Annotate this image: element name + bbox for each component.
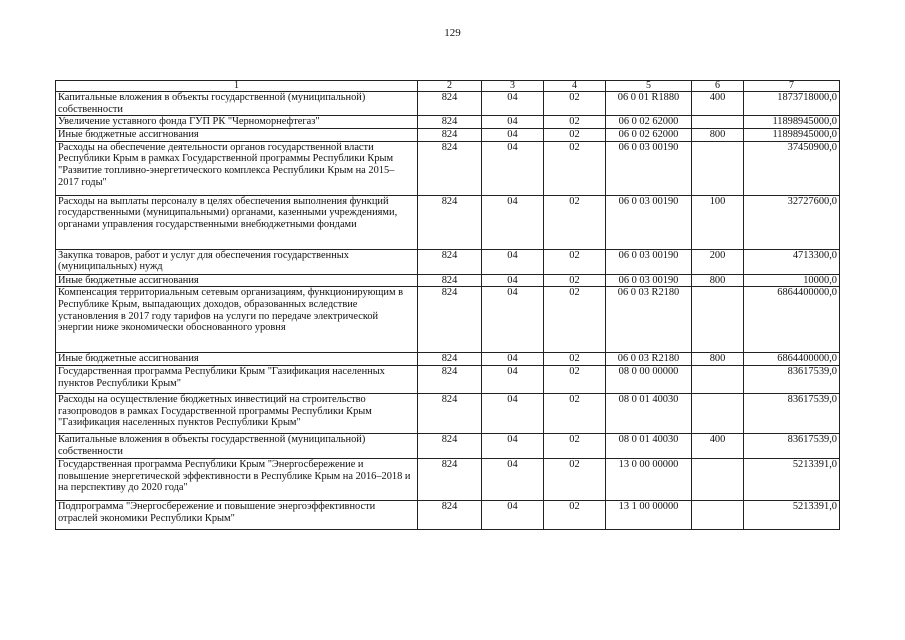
subsection-code-cell: 02 [544, 116, 606, 129]
expense-type-cell: 400 [692, 92, 744, 116]
target-article-cell: 06 0 03 00190 [606, 274, 692, 287]
row-name-cell: Подпрограмма "Энергосбережение и повышение энергоэффективности отраслей экономики Республики Крым" [56, 500, 418, 529]
target-article-cell: 06 0 03 00190 [606, 249, 692, 274]
column-header: 6 [692, 81, 744, 92]
table-row [56, 353, 840, 366]
row-name-cell: Иные бюджетные ассигнования [56, 274, 418, 287]
column-header: 5 [606, 81, 692, 92]
row-name-cell: Государственная программа Республики Крым "Энергосбережение и повышение энергетической эффективности в Республике Крым на 2016–2018 и на перспективу до 2020 года" [56, 458, 418, 500]
table-row [56, 365, 840, 393]
row-name-cell: Иные бюджетные ассигнования [56, 129, 418, 142]
column-header: 7 [744, 81, 840, 92]
table-row [56, 129, 840, 142]
subsection-code-cell: 02 [544, 249, 606, 274]
ministry-code-cell: 824 [418, 116, 482, 129]
table-row [56, 249, 840, 274]
section-code-cell: 04 [482, 116, 544, 129]
section-code-cell: 04 [482, 249, 544, 274]
expense-type-cell [692, 116, 744, 129]
table-row [56, 274, 840, 287]
row-name-cell: Расходы на осуществление бюджетных инвестиций на строительство газопроводов в рамках Государственной программы Республики Крым "Газификация населенных пунктов Республики Крым" [56, 393, 418, 433]
target-article-cell: 13 1 00 00000 [606, 500, 692, 529]
row-name-cell: Закупка товаров, работ и услуг для обеспечения государственных (муниципальных) нужд [56, 249, 418, 274]
amount-cell: 83617539,0 [744, 433, 840, 458]
column-header: 1 [56, 81, 418, 92]
row-name-cell: Капитальные вложения в объекты государственной (муниципальной) собственности [56, 92, 418, 116]
subsection-code-cell: 02 [544, 393, 606, 433]
table-row [56, 116, 840, 129]
section-code-cell: 04 [482, 274, 544, 287]
ministry-code-cell: 824 [418, 274, 482, 287]
expense-type-cell [692, 393, 744, 433]
table-row [56, 287, 840, 353]
column-header: 2 [418, 81, 482, 92]
section-code-cell: 04 [482, 433, 544, 458]
expense-type-cell: 400 [692, 433, 744, 458]
section-code-cell: 04 [482, 129, 544, 142]
amount-cell: 32727600,0 [744, 195, 840, 249]
amount-cell: 4713300,0 [744, 249, 840, 274]
subsection-code-cell: 02 [544, 365, 606, 393]
section-code-cell: 04 [482, 195, 544, 249]
subsection-code-cell: 02 [544, 287, 606, 353]
section-code-cell: 04 [482, 500, 544, 529]
subsection-code-cell: 02 [544, 353, 606, 366]
row-name-cell: Государственная программа Республики Крым "Газификация населенных пунктов Республики Крым" [56, 365, 418, 393]
table-row [56, 458, 840, 500]
expense-type-cell [692, 287, 744, 353]
amount-cell: 11898945000,0 [744, 129, 840, 142]
ministry-code-cell: 824 [418, 249, 482, 274]
ministry-code-cell: 824 [418, 500, 482, 529]
target-article-cell: 06 0 01 R1880 [606, 92, 692, 116]
amount-cell: 5213391,0 [744, 500, 840, 529]
subsection-code-cell: 02 [544, 500, 606, 529]
target-article-cell: 06 0 02 62000 [606, 129, 692, 142]
ministry-code-cell: 824 [418, 433, 482, 458]
expense-type-cell: 800 [692, 129, 744, 142]
target-article-cell: 06 0 03 00190 [606, 141, 692, 195]
row-name-cell: Расходы на выплаты персоналу в целях обеспечения выполнения функций государственными (муниципальными) органами, казенными учреждениями, органами управления государственными внебюджетными фондами [56, 195, 418, 249]
target-article-cell: 06 0 02 62000 [606, 116, 692, 129]
expense-type-cell [692, 141, 744, 195]
expense-type-cell [692, 500, 744, 529]
section-code-cell: 04 [482, 287, 544, 353]
table-row [56, 500, 840, 529]
page-number: 129 [444, 27, 461, 39]
amount-cell: 1873718000,0 [744, 92, 840, 116]
expense-type-cell: 800 [692, 274, 744, 287]
ministry-code-cell: 824 [418, 458, 482, 500]
table-header-row [56, 81, 840, 92]
section-code-cell: 04 [482, 353, 544, 366]
subsection-code-cell: 02 [544, 129, 606, 142]
target-article-cell: 06 0 03 00190 [606, 195, 692, 249]
row-name-cell: Компенсация территориальным сетевым организациям, функционирующим в Республике Крым, выпадающих доходов, образованных вследствие установления в 2017 году тарифов на услуги по передаче электрической энергии ниже экономически обоснованного уровня [56, 287, 418, 353]
target-article-cell: 13 0 00 00000 [606, 458, 692, 500]
amount-cell: 5213391,0 [744, 458, 840, 500]
subsection-code-cell: 02 [544, 458, 606, 500]
ministry-code-cell: 824 [418, 129, 482, 142]
section-code-cell: 04 [482, 365, 544, 393]
column-header: 3 [482, 81, 544, 92]
row-name-cell: Капитальные вложения в объекты государственной (муниципальной) собственности [56, 433, 418, 458]
target-article-cell: 06 0 03 R2180 [606, 287, 692, 353]
table-row [56, 92, 840, 116]
table-row [56, 141, 840, 195]
subsection-code-cell: 02 [544, 433, 606, 458]
target-article-cell: 06 0 03 R2180 [606, 353, 692, 366]
section-code-cell: 04 [482, 458, 544, 500]
row-name-cell: Расходы на обеспечение деятельности органов государственной власти Республики Крым в рамках Государственной программы Республики Крым "Развитие топливно-энергетического комплекса Республики Крым на 2015–2017 годы" [56, 141, 418, 195]
table-row [56, 195, 840, 249]
target-article-cell: 08 0 00 00000 [606, 365, 692, 393]
ministry-code-cell: 824 [418, 353, 482, 366]
subsection-code-cell: 02 [544, 141, 606, 195]
row-name-cell: Увеличение уставного фонда ГУП РК "Черноморнефтегаз" [56, 116, 418, 129]
amount-cell: 83617539,0 [744, 393, 840, 433]
subsection-code-cell: 02 [544, 195, 606, 249]
ministry-code-cell: 824 [418, 287, 482, 353]
amount-cell: 37450900,0 [744, 141, 840, 195]
amount-cell: 6864400000,0 [744, 287, 840, 353]
ministry-code-cell: 824 [418, 195, 482, 249]
budget-table [55, 80, 840, 530]
target-article-cell: 08 0 01 40030 [606, 393, 692, 433]
amount-cell: 6864400000,0 [744, 353, 840, 366]
row-name-cell: Иные бюджетные ассигнования [56, 353, 418, 366]
ministry-code-cell: 824 [418, 365, 482, 393]
ministry-code-cell: 824 [418, 92, 482, 116]
expense-type-cell: 200 [692, 249, 744, 274]
expense-type-cell: 100 [692, 195, 744, 249]
ministry-code-cell: 824 [418, 141, 482, 195]
table-row [56, 393, 840, 433]
amount-cell: 83617539,0 [744, 365, 840, 393]
column-header: 4 [544, 81, 606, 92]
section-code-cell: 04 [482, 92, 544, 116]
target-article-cell: 08 0 01 40030 [606, 433, 692, 458]
table-row [56, 433, 840, 458]
section-code-cell: 04 [482, 393, 544, 433]
expense-type-cell: 800 [692, 353, 744, 366]
section-code-cell: 04 [482, 141, 544, 195]
subsection-code-cell: 02 [544, 274, 606, 287]
ministry-code-cell: 824 [418, 393, 482, 433]
amount-cell: 10000,0 [744, 274, 840, 287]
subsection-code-cell: 02 [544, 92, 606, 116]
expense-type-cell [692, 365, 744, 393]
amount-cell: 11898945000,0 [744, 116, 840, 129]
expense-type-cell [692, 458, 744, 500]
